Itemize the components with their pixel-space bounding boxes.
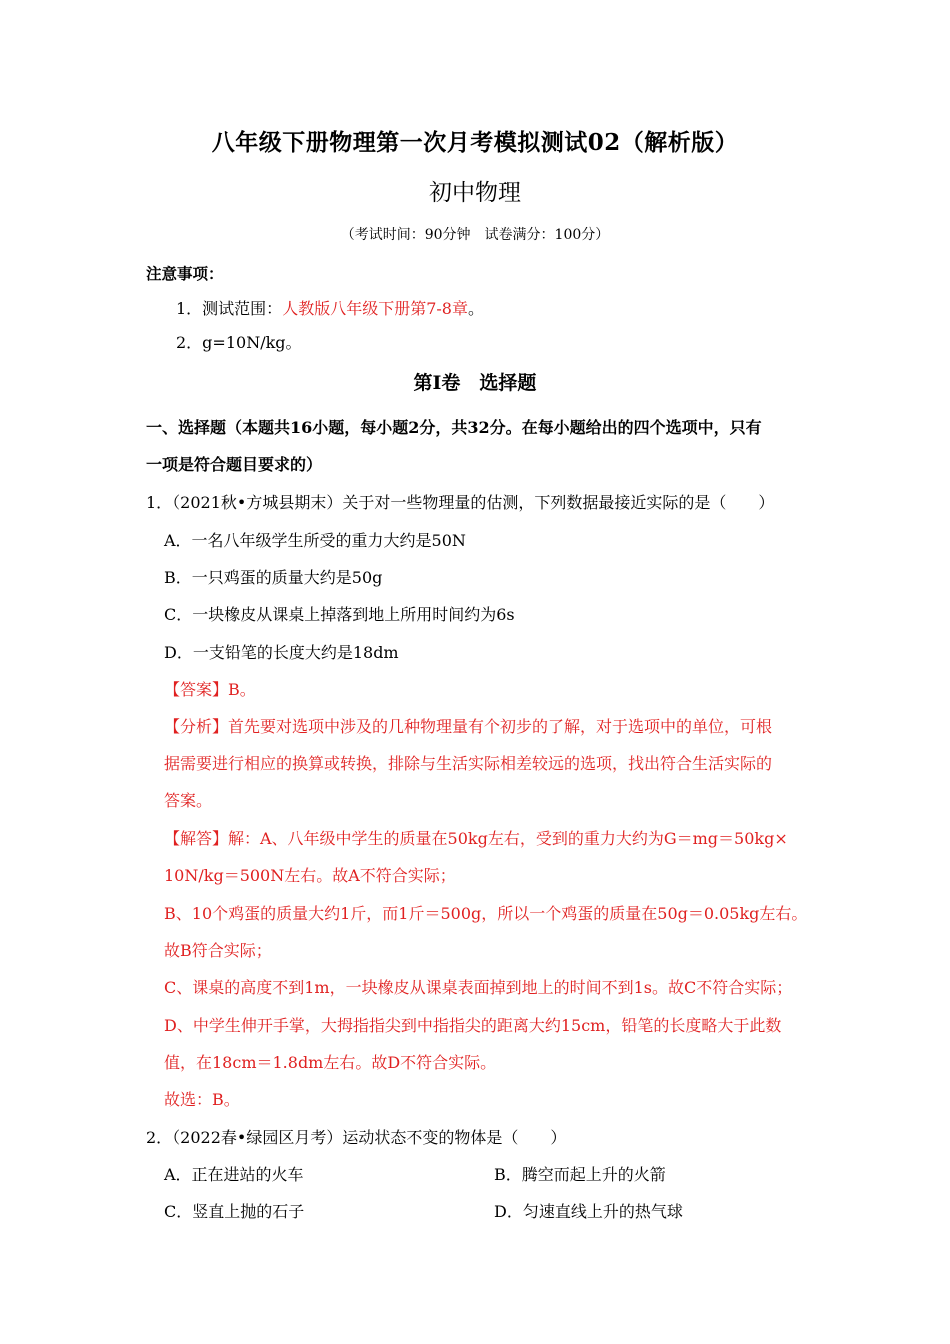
question-2-option-c: C．竖直上抛的石子: [164, 1202, 305, 1221]
notice-label: 注意事项：: [146, 264, 224, 283]
question-1-analysis-line-2: 据需要进行相应的换算或转换，排除与生活实际相差较远的选项，找出符合生活实际的: [164, 754, 773, 773]
question-1-solution-line-4: 故B符合实际；: [164, 941, 272, 960]
question-1-analysis-line-3: 答案。: [164, 791, 213, 810]
notice-item-1-highlight: 人教版八年级下册第7-8章: [282, 299, 468, 318]
question-1-solution-line-2: 10N/kg＝500N左右。故A不符合实际；: [164, 866, 456, 885]
document-title: 八年级下册物理第一次月考模拟测试02（解析版）: [211, 129, 739, 156]
question-1-option-a: A．一名八年级学生所受的重力大约是50N: [164, 531, 466, 550]
question-1-solution-line-7: 值，在18cm＝1.8dm左右。故D不符合实际。: [164, 1053, 497, 1072]
question-1-answer: 【答案】B。: [164, 680, 256, 699]
question-1-solution-line-3: B、10个鸡蛋的质量大约1斤，而1斤＝500g，所以一个鸡蛋的质量在50g＝0.05kg左右。: [164, 904, 808, 923]
notice-item-2: 2．g=10N/kg。: [176, 333, 302, 352]
notice-item-1: [176, 296, 484, 319]
question-1-option-d: D．一支铅笔的长度大约是18dm: [164, 643, 399, 662]
question-2-option-a: A．正在进站的火车: [164, 1165, 304, 1184]
question-1-solution-line-5: C、课桌的高度不到1m，一块橡皮从课桌表面掉到地上的时间不到1s。故C不符合实际；: [164, 978, 793, 997]
question-2-stem: 2．（2022春•绿园区月考）运动状态不变的物体是（ ）: [146, 1128, 567, 1147]
section-subtitle-line-1: 一、选择题（本题共16小题，每小题2分，共32分。在每小题给出的四个选项中，只有: [146, 418, 762, 437]
question-2-option-b: B．腾空而起上升的火箭: [494, 1165, 666, 1184]
question-1-option-b: B．一只鸡蛋的质量大约是50g: [164, 568, 383, 587]
question-1-analysis-line-1: 【分析】首先要对选项中涉及的几种物理量有个初步的了解，对于选项中的单位，可根: [164, 717, 773, 736]
question-1-option-c: C．一块橡皮从课桌上掉落到地上所用时间约为6s: [164, 605, 515, 624]
question-2-option-d: D．匀速直线上升的热气球: [494, 1202, 683, 1221]
notice-item-1-suffix: 。: [467, 299, 484, 318]
question-1-solution-line-6: D、中学生伸开手掌，大拇指指尖到中指指尖的距离大约15cm，铅笔的长度略大于此数: [164, 1016, 782, 1035]
question-1-stem: 1．（2021秋•方城县期末）关于对一些物理量的估测，下列数据最接近实际的是（ ）: [146, 493, 775, 512]
notice-item-1-prefix: 1．测试范围：: [176, 299, 283, 318]
question-1-solution-line-1: 【解答】解：A、八年级中学生的质量在50kg左右，受到的重力大约为G＝mg＝50kg×: [164, 829, 788, 848]
subject-title: 初中物理: [429, 180, 521, 206]
question-1-solution-line-8: 故选：B。: [164, 1090, 240, 1109]
section-title: 第Ⅰ卷 选择题: [413, 372, 537, 394]
exam-info: （考试时间：90分钟 试卷满分：100分）: [340, 227, 610, 243]
section-subtitle-line-2: 一项是符合题目要求的）: [146, 455, 323, 474]
